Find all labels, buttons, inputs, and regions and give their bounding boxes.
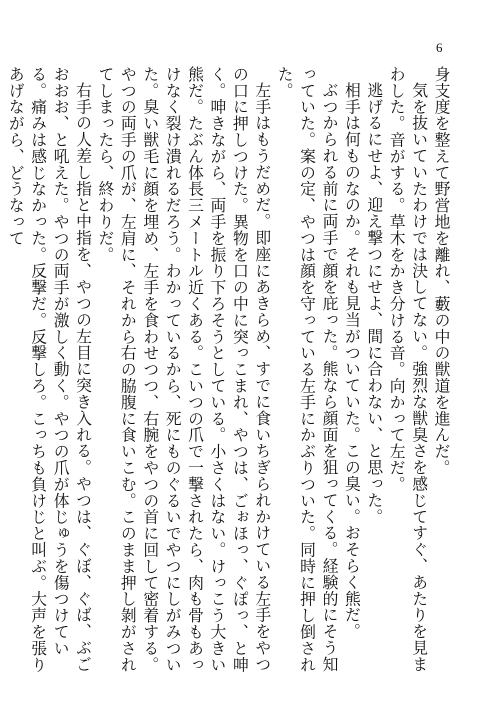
paragraph: 身支度を整えて野営地を離れ、藪の中の獣道を進んだ。: [432, 66, 451, 476]
body-text: [4, 66, 452, 681]
paragraph: 相手は何ものなのか。それも見当がついていた。この臭い。おそらく熊だ。: [342, 81, 362, 640]
paragraph: 逃げるにせよ、迎え撃つにせよ、間に合わない、と思った。: [364, 81, 384, 525]
page-number: 6: [436, 40, 443, 55]
paragraph: ぶつかられる前に両手で顔を庇った。熊なら顔面を狙ってくる。経験的にそう知っていた。案の定、やつは顔を守っている左手にかぶりついた。同時に押し倒された。: [275, 66, 339, 673]
paragraph: 左手はもうだめだ。即座にあきらめ、すでに食いちぎられかけている左手をやつの口に押しつけた。異物を口の中に突っこまれ、やつは、ごぉほっ、ぐぽっ、と呻く。呻きながら、両手を振り下ろそうとしている。小さくはない。けっこう大きい熊だ。たぶん体長三メートル近くある。こいつの爪で一撃されたら、肉も骨もあっけなく裂け潰れるだろう。わかっているから、死にものぐるいでやつにしがみついた。臭い獣毛に顔を埋め、左手を食わせつつ、右腕をやつの首に回して密着する。やつの両手の爪が、左肩に、それから右の脇腹に食いこむ。このまま押し剝がされてしまったら、終わりだ。: [95, 66, 272, 673]
paragraph: 右手の人差し指と中指を、やつの左目に突き入れる。やつは、ぐぼ、ぐば、ぶごおおお、と吼えた。やつの両手が激しく動く。やつの爪が体じゅうを傷つけている。痛みは感じなかった。反撃だ。反撃しろ。こっちも負けじと叫ぶ。大声を張りあげながら、どうなって: [6, 66, 93, 673]
paragraph: 気を抜いていたわけでは決してない。強烈な獣臭さを感じてすぐ、あたりを見まわした。音がする。草木をかき分ける音。向かって左だ。: [387, 66, 429, 673]
